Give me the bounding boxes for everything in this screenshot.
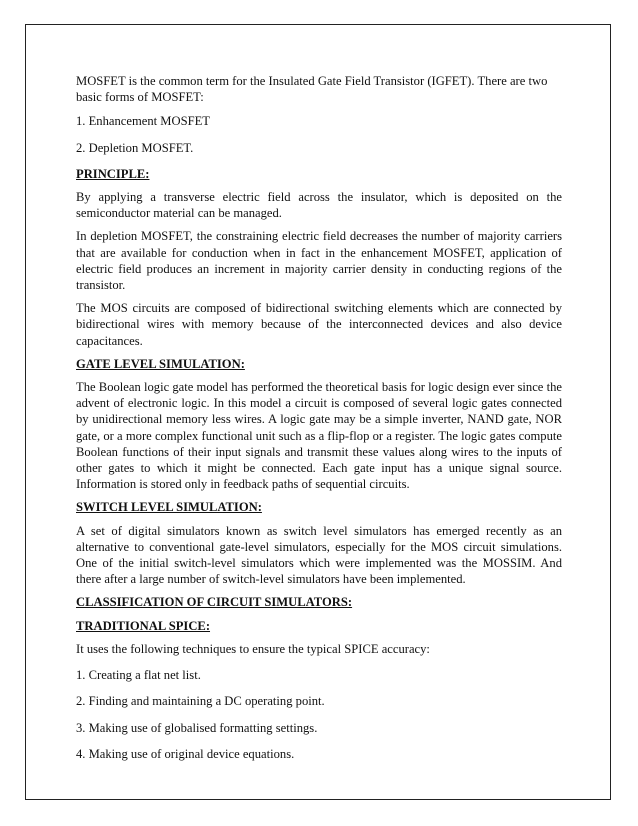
spice-item-4: 4. Making use of original device equations. [76, 746, 295, 761]
switch-level-heading: SWITCH LEVEL SIMULATION: [76, 500, 262, 515]
spice-item-1: 1. Creating a flat net list. [76, 668, 201, 683]
switch-level-paragraph: A set of digital simulators known as switch level simulators has emerged recently as an alternative to conventional gate-level simulators, especially for the MOS circuit simulations. One of the initial switch-level simulators which were implemented was the MOSSIM. And there after a large number of switch-level simulators have been implemented. [76, 523, 562, 587]
spice-item-3: 3. Making use of globalised formatting settings. [76, 720, 318, 735]
principle-paragraph-1: By applying a transverse electric field across the insulator, which is deposited on the semiconductor material can be managed. [76, 190, 562, 221]
form-item-depletion: 2. Depletion MOSFET. [76, 140, 194, 155]
traditional-spice-intro: It uses the following techniques to ensure the typical SPICE accuracy: [76, 641, 430, 656]
principle-paragraph-3: The MOS circuits are composed of bidirectional switching elements which are connected by bidirectional wires with memory because of the interconnected devices and also device capacitances. [76, 301, 562, 348]
gate-level-paragraph: The Boolean logic gate model has performed the theoretical basis for logic design ever since the advent of electronic logic. In this model a circuit is composed of several logic gates connected by unidirectional memory less wires. A logic gate may be a simple inverter, NAND gate, NOR gate, or a more complex functional unit such as a flip-flop or a register. The logic gates compute Boolean functions of their input signals and transmit these values along wires to the inputs of other gates to which it might be connected. Each gate input has a unique signal source. Information is stored only in feedback paths of sequential circuits. [76, 380, 562, 492]
principle-paragraph-2: In depletion MOSFET, the constraining electric field decreases the number of majority carriers that are available for conduction when in fact in the enhancement MOSFET, application of electric field produces an increment in majority carrier density in conducting regions of the transistor. [76, 229, 562, 293]
traditional-spice-heading: TRADITIONAL SPICE: [76, 618, 211, 633]
principle-heading: PRINCIPLE: [76, 166, 150, 181]
gate-level-heading: GATE LEVEL SIMULATION: [76, 356, 245, 371]
form-item-enhancement: 1. Enhancement MOSFET [76, 114, 210, 129]
classification-heading: CLASSIFICATION OF CIRCUIT SIMULATORS: [76, 595, 353, 610]
document-body [76, 73, 562, 772]
intro-paragraph: MOSFET is the common term for the Insulated Gate Field Transistor (IGFET). There are two basic forms of MOSFET: [76, 74, 548, 105]
spice-item-2: 2. Finding and maintaining a DC operating point. [76, 694, 325, 709]
